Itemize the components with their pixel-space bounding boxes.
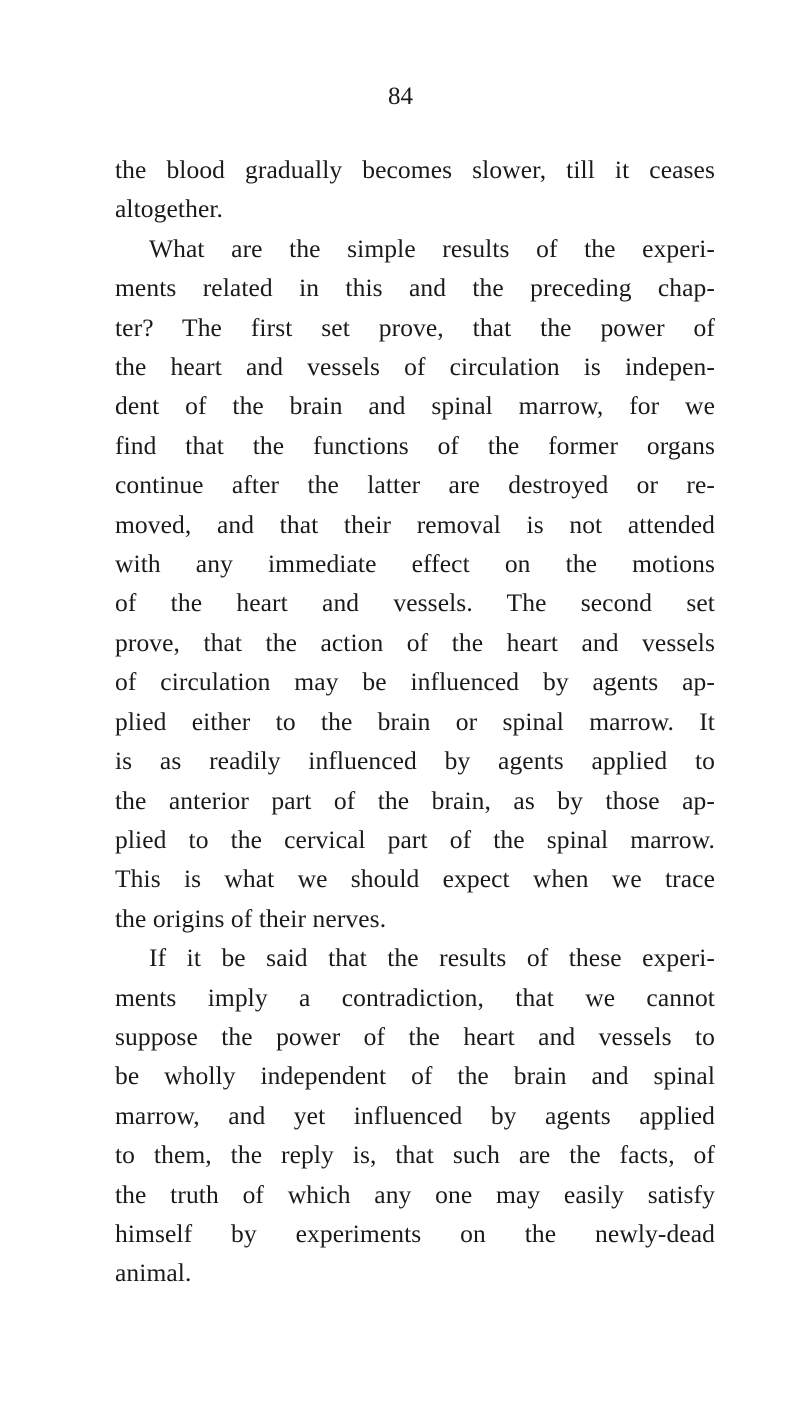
- text-line: the truth of which any one may easily satisfy: [115, 1179, 715, 1209]
- text-line: If it be said that the results of these experi-: [149, 943, 715, 973]
- text-line: animal.: [115, 1258, 192, 1288]
- text-line: ter? The first set prove, that the power of: [115, 312, 715, 342]
- text-line: the origins of their nerves.: [115, 903, 387, 933]
- text-line: suppose the power of the heart and vessels to: [115, 1021, 715, 1051]
- text-line: of circulation may be influenced by agents ap-: [115, 667, 715, 697]
- page-number: 84: [388, 83, 413, 110]
- text-line: to them, the reply is, that such are the facts, of: [115, 1140, 715, 1170]
- text-line: altogether.: [115, 194, 224, 224]
- text-line: plied either to the brain or spinal marrow. It: [115, 706, 715, 736]
- body-text: [115, 150, 715, 1293]
- text-line: himself by experiments on the newly-dead: [115, 1218, 715, 1248]
- text-line: ments imply a contradiction, that we cannot: [115, 982, 715, 1012]
- text-line: with any immediate effect on the motions: [115, 549, 715, 579]
- text-line: the blood gradually becomes slower, till it ceases: [115, 155, 715, 184]
- text-line: of the heart and vessels. The second set: [115, 588, 715, 618]
- text-line: is as readily influenced by agents applied to: [115, 746, 715, 776]
- text-line: plied to the cervical part of the spinal marrow.: [115, 824, 715, 854]
- text-line: This is what we should expect when we trace: [115, 864, 715, 894]
- text-line: What are the simple results of the experi-: [149, 233, 715, 263]
- text-line: dent of the brain and spinal marrow, for we: [115, 391, 715, 421]
- text-line: the anterior part of the brain, as by those ap-: [115, 785, 715, 815]
- text-line: moved, and that their removal is not attended: [115, 509, 715, 539]
- text-line: be wholly independent of the brain and spinal: [115, 1061, 715, 1091]
- text-line: prove, that the action of the heart and vessels: [115, 627, 715, 657]
- text-line: find that the functions of the former organs: [115, 430, 715, 460]
- text-line: ments related in this and the preceding chap-: [115, 273, 715, 303]
- text-line: continue after the latter are destroyed or re-: [115, 470, 715, 500]
- text-line: marrow, and yet influenced by agents applied: [115, 1100, 715, 1130]
- text-line: the heart and vessels of circulation is indepen-: [115, 352, 715, 382]
